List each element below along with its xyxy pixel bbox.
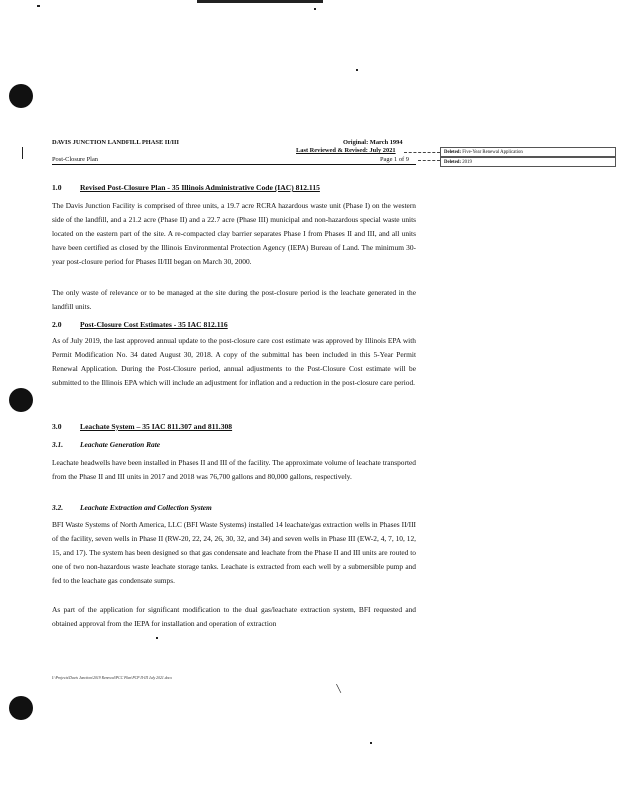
subsection-heading (52, 440, 160, 449)
section-title-text: Revised Post-Closure Plan - 35 Illinois Administrative Code (IAC) 812.115 (80, 183, 320, 192)
subsection-number: 3.1. (52, 440, 64, 449)
revision-comment[interactable] (440, 157, 616, 167)
comment-label: Deleted: (444, 160, 462, 165)
subsection-title: Leachate Generation Rate (80, 440, 161, 449)
scan-speck (356, 69, 358, 71)
change-bar (22, 147, 23, 159)
section-heading (52, 183, 320, 192)
section-title-text: Leachate System – 35 IAC 811.307 and 811.308 (80, 422, 233, 431)
punch-hole-3 (9, 696, 33, 720)
comment-text: 2019 (462, 160, 472, 165)
original-date: Original: March 1994 (343, 139, 403, 146)
scan-speck (156, 637, 158, 639)
comment-connector (404, 152, 440, 153)
section-number: 1.0 (52, 183, 62, 192)
section-heading (52, 320, 228, 329)
comment-label: Deleted: (444, 150, 462, 155)
scan-speck (314, 8, 316, 10)
paragraph: The only waste of relevance or to be managed at the site during the post-closure period is the leachate generated in the landfill units. (52, 288, 416, 311)
revision-comment[interactable] (440, 147, 616, 157)
section-number: 2.0 (52, 320, 62, 329)
scan-speck (370, 742, 372, 744)
section-number: 3.0 (52, 422, 62, 431)
page-number: Page 1 of 9 (380, 156, 409, 163)
punch-hole-1 (9, 84, 33, 108)
paragraph: Leachate headwells have been installed in Phases II and III of the facility. The approximate volume of leachate transported from the Phase II and III units in 2017 and 2018 was 76,700 gallons and 80,000 gallons, respectively. (52, 458, 416, 481)
paragraph: As of July 2019, the last approved annual update to the post-closure care cost estimate was approved by Illinois EPA with Permit Modification No. 34 dated August 30, 2018. A copy of the submittal has been included in this 5-Year Permit Renewal Application. During the Post-Closure period, annual adjustments to the Post-Closure Cost estimate will be submitted to the Illinois EPA which will include an adjustment for inflation and a reduction in the post-closure care period. (52, 336, 416, 387)
subsection-title: Leachate Extraction and Collection System (80, 503, 212, 512)
punch-hole-2 (9, 388, 33, 412)
comment-text: Five-Year Renewal Application (462, 150, 523, 155)
section-title: Post-Closure Plan (52, 156, 98, 163)
paragraph: The Davis Junction Facility is comprised of three units, a 19.7 acre RCRA hazardous waste unit (Phase I) on the western side of the landfill, and a 21.2 acre (Phase II) and a 22.7 acre (Phase III) municipal and non-hazardous special waste units located on the eastern part of the site. A re-compacted clay barrier separates Phase I from Phases II and III, and all units have been certified as closed by the Illinois Environmental Protection Agency (IEPA) Bureau of Land. The minimum 30-year post-closure period for Phases II/III began on March 30, 2000. (52, 201, 416, 266)
pen-mark: \ (335, 681, 342, 698)
last-reviewed: Last Reviewed & Revised: July 2021 (296, 147, 396, 154)
section-heading (52, 422, 232, 431)
paragraph: As part of the application for significant modification to the dual gas/leachate extraction system, BFI requested and obtained approval from the IEPA for installation and operation of extraction (52, 605, 416, 628)
paragraph: BFI Waste Systems of North America, LLC (BFI Waste Systems) installed 14 leachate/gas extraction wells in Phases II/III of the facility, seven wells in Phase II (RW-20, 22, 24, 26, 30, 32, and 34) and seven wells in Phase III (EW-2, 4, 7, 10, 12, 15, and 17). The system has been designed so that gas condensate and leachate from the Phase II and III units are routed to one of two non-hazardous waste leachate storage tanks. Leachate is extracted from each well by a submersible pump and fed to the leachate gas condensate sumps. (52, 520, 416, 585)
file-path-footer: I:\Projects\Davis Junction\2019 Renewal\PCC Plan\PCP II-III July 2021.docx (52, 676, 172, 680)
subsection-number: 3.2. (52, 503, 64, 512)
scan-edge-mark (197, 0, 323, 3)
comment-connector (418, 160, 440, 161)
project-title: DAVIS JUNCTION LANDFILL PHASE II/III (52, 139, 180, 146)
scan-speck (37, 5, 40, 7)
section-title-text: Post-Closure Cost Estimates - 35 IAC 812.116 (80, 320, 228, 329)
header-rule (52, 164, 416, 165)
subsection-heading (52, 503, 212, 512)
